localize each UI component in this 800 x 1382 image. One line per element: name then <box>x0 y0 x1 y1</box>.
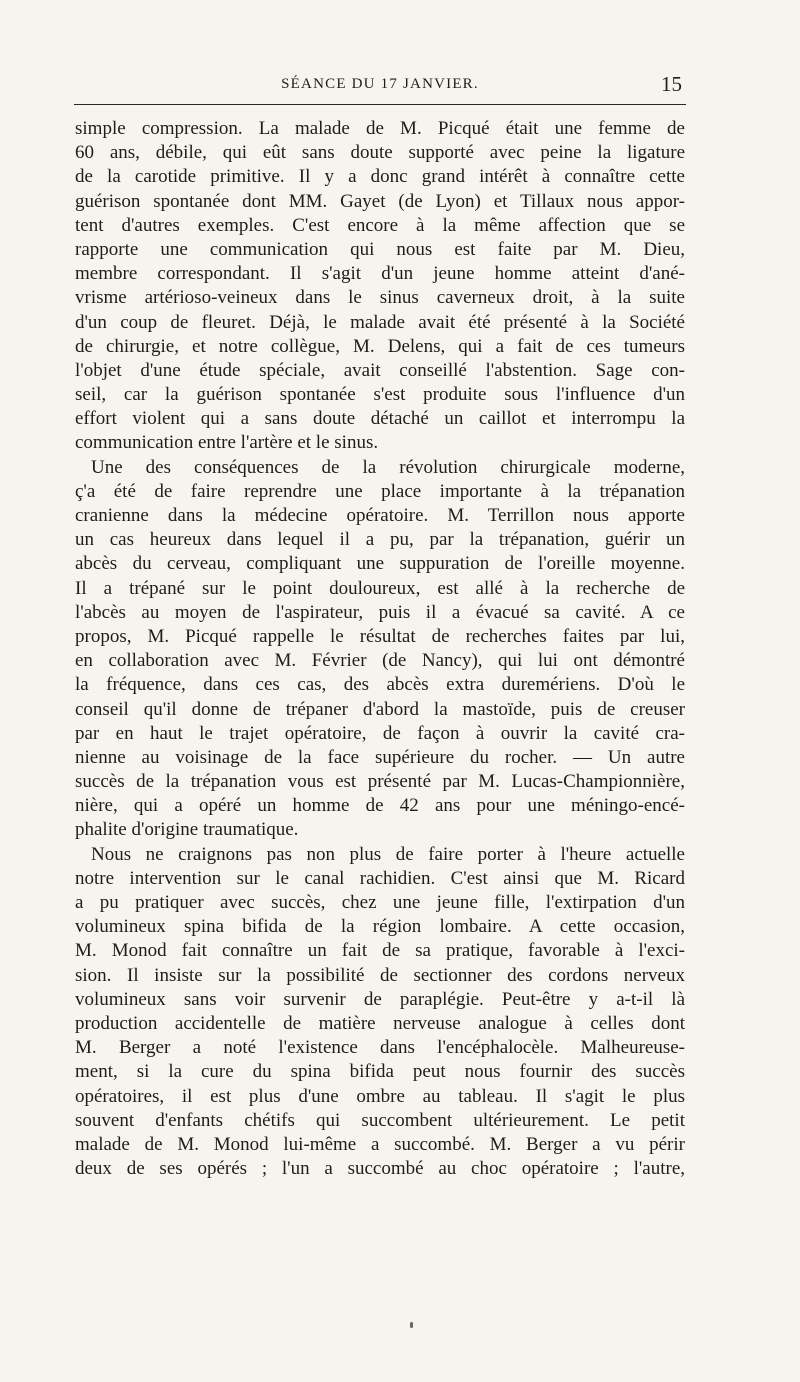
text-line: ment, si la cure du spina bifida peut nous fournir des succès <box>75 1061 685 1083</box>
text-line: Il a trépané sur le point douloureux, est allé à la recherche de <box>75 577 685 599</box>
text-line: malade de M. Monod lui-même a succombé. M. Berger a vu périr <box>75 1133 685 1155</box>
text-line: un cas heureux dans lequel il a pu, par la trépanation, guérir un <box>75 529 685 551</box>
text-line: tent d'autres exemples. C'est encore à la même affection que se <box>75 214 685 236</box>
text-line: seil, car la guérison spontanée s'est produite sous l'influence d'un <box>75 384 685 406</box>
text-line: M. Berger a noté l'existence dans l'encéphalocèle. Malheureuse- <box>75 1037 685 1059</box>
text-line: simple compression. La malade de M. Picqué était une femme de <box>75 118 685 139</box>
text-line: abcès du cerveau, compliquant une suppuration de l'oreille moyenne. <box>75 553 685 575</box>
text-line: effort violent qui a sans doute détaché un caillot et interrompu la <box>75 408 685 430</box>
text-line: notre intervention sur le canal rachidien. C'est ainsi que M. Ricard <box>75 867 685 889</box>
text-line: de la carotide primitive. Il y a donc grand intérêt à connaître cette <box>75 166 685 188</box>
text-line: d'un coup de fleuret. Déjà, le malade avait été présenté à la Société <box>75 311 685 333</box>
text-line: propos, M. Picqué rappelle le résultat de recherches faites par lui, <box>75 625 685 647</box>
text-line: deux de ses opérés ; l'un a succombé au choc opératoire ; l'autre, <box>75 1158 685 1180</box>
text-line: en collaboration avec M. Février (de Nancy), qui lui ont démontré <box>75 650 685 672</box>
text-line: l'objet d'une étude spéciale, avait conseillé l'abstention. Sage con- <box>75 359 685 381</box>
text-line: guérison spontanée dont MM. Gayet (de Lyon) et Tillaux nous appor- <box>75 190 685 212</box>
text-line: nienne au voisinage de la face supérieure du rocher. — Un autre <box>75 746 685 768</box>
text-line: membre correspondant. Il s'agit d'un jeune homme atteint d'ané- <box>75 263 685 285</box>
text-line: volumineux sans voir survenir de paraplégie. Peut-être y a-t-il là <box>75 988 685 1010</box>
text-line: cranienne dans la médecine opératoire. M. Terrillon nous apporte <box>75 505 685 526</box>
text-line: nière, qui a opéré un homme de 42 ans pour une méningo-encé- <box>75 795 685 817</box>
text-line: 60 ans, débile, qui eût sans doute supporté avec peine la ligature <box>75 142 685 164</box>
text-line: Nous ne craignons pas non plus de faire porter à l'heure actuelle <box>91 843 685 865</box>
text-line: phalite d'origine traumatique. <box>75 819 299 841</box>
running-title: SÉANCE DU 17 JANVIER. <box>281 76 479 92</box>
text-line: sion. Il insiste sur la possibilité de sectionner des cordons nerveux <box>75 964 685 986</box>
text-line: opératoires, il est plus d'une ombre au tableau. Il s'agit le plus <box>75 1085 685 1107</box>
print-speck <box>410 1322 413 1328</box>
text-line: de chirurgie, et notre collègue, M. Delens, qui a fait de ces tumeurs <box>75 335 685 357</box>
text-line: M. Monod fait connaître un fait de sa pratique, favorable à l'exci- <box>75 940 685 962</box>
text-line: la fréquence, dans ces cas, des abcès extra duremériens. D'où le <box>75 674 685 696</box>
text-line: par en haut le trajet opératoire, de façon à ouvrir la cavité cra- <box>75 722 685 744</box>
text-line: conseil qu'il donne de trépaner d'abord la mastoïde, puis de creuser <box>75 698 685 720</box>
text-line: communication entre l'artère et le sinus. <box>75 432 379 454</box>
text-line: a pu pratiquer avec succès, chez une jeune fille, l'extirpation d'un <box>75 892 685 913</box>
body-text <box>75 117 685 1181</box>
text-line: souvent d'enfants chétifs qui succombent ultérieurement. Le petit <box>75 1109 685 1131</box>
text-line: ç'a été de faire reprendre une place importante à la trépanation <box>75 480 685 502</box>
text-line: succès de la trépanation vous est présenté par M. Lucas-Championnière, <box>75 771 685 793</box>
text-line: l'abcès au moyen de l'aspirateur, puis il a évacué sa cavité. A ce <box>75 601 685 623</box>
text-line: production accidentelle de matière nerveuse analogue à celles dont <box>75 1012 685 1034</box>
text-line: vrisme artérioso-veineux dans le sinus caverneux droit, à la suite <box>75 287 685 309</box>
text-line: volumineux spina bifida de la région lombaire. A cette occasion, <box>75 916 685 938</box>
page-number: 15 <box>661 72 682 96</box>
page-header <box>74 72 686 100</box>
text-line: Une des conséquences de la révolution chirurgicale moderne, <box>91 456 685 478</box>
header-rule <box>74 104 686 105</box>
text-line: rapporte une communication qui nous est faite par M. Dieu, <box>75 238 685 260</box>
